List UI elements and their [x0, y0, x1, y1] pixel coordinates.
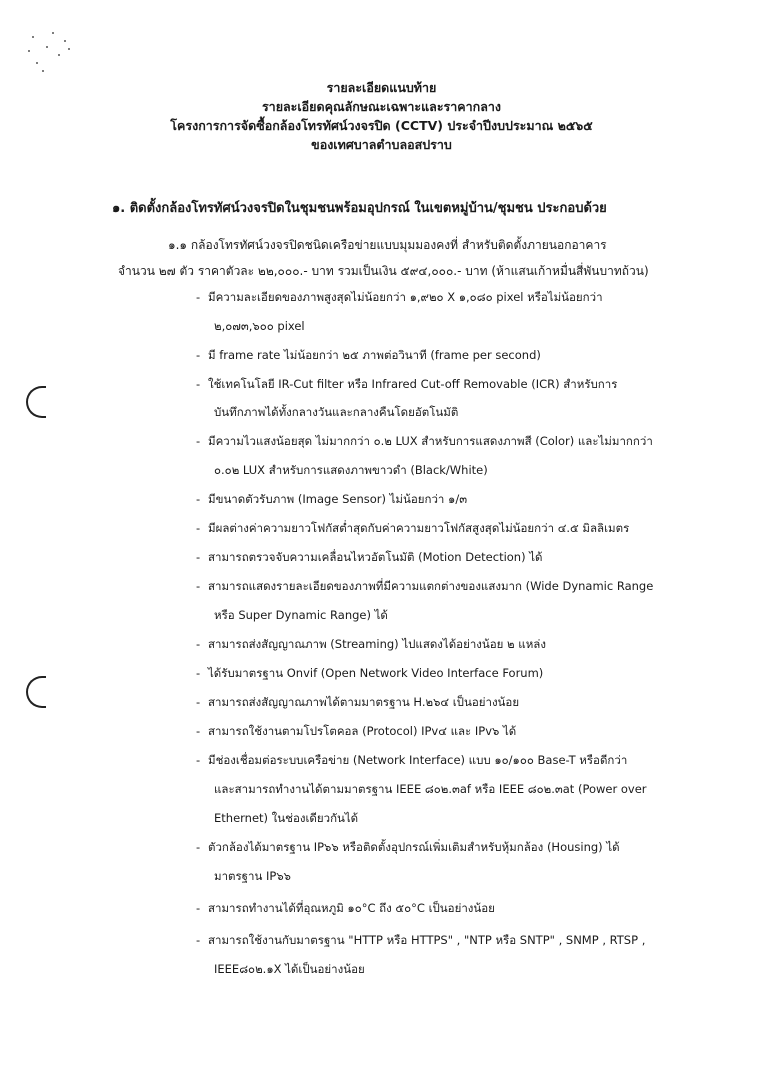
spec-text: สามารถใช้งานตามโปรโตคอล (Protocol) IPv๔ และ IPv๖ ได้: [208, 724, 517, 738]
spec-text: ใช้เทคโนโลยี IR-Cut filter หรือ Infrared Cut-off Removable (ICR) สำหรับการ: [208, 377, 618, 391]
spec-text: มีขนาดตัวรับภาพ (Image Sensor) ไม่น้อยกว่า ๑/๓: [208, 492, 468, 506]
intro-line: ๑.๑ กล้องโทรทัศน์วงจรปิดชนิดเครือข่ายแบบมุมมองคงที่ สำหรับติดตั้งภายนอกอาคาร: [168, 238, 607, 252]
spec-text: สามารถทำงานได้ที่อุณหภูมิ ๑๐°C ถึง ๕๐°C เป็นอย่างน้อย: [208, 901, 495, 915]
spec-text: สามารถส่งสัญญาณภาพได้ตามมาตรฐาน H.๒๖๔ เป็นอย่างน้อย: [208, 695, 520, 709]
spec-item: - สามารถส่งสัญญาณภาพได้ตามมาตรฐาน H.๒๖๔ เป็นอย่างน้อย: [196, 695, 520, 709]
document-header: [0, 78, 763, 154]
punch-hole-mark: [26, 386, 46, 418]
spec-item: - ได้รับมาตรฐาน Onvif (Open Network Video Interface Forum): [196, 666, 544, 680]
spec-text: มีช่องเชื่อมต่อระบบเครือข่าย (Network Interface) แบบ ๑๐/๑๐๐ Base-T หรือดีกว่า: [208, 753, 628, 767]
spec-text: ได้รับมาตรฐาน Onvif (Open Network Video Interface Forum): [208, 666, 544, 680]
spec-continuation: IEEE๘๐๒.๑X ได้เป็นอย่างน้อย: [214, 962, 365, 976]
spec-item: - สามารถตรวจจับความเคลื่อนไหวอัตโนมัติ (Motion Detection) ได้: [196, 550, 543, 564]
spec-item: - มีความไวแสงน้อยสุด ไม่มากกว่า ๐.๒ LUX สำหรับการแสดงภาพสี (Color) และไม่มากกว่า: [196, 434, 653, 448]
intro-line: จำนวน ๒๗ ตัว ราคาตัวละ ๒๒,๐๐๐.- บาท รวมเป็นเงิน ๕๙๔,๐๐๐.- บาท (ห้าแสนเก้าหมื่นสี่พันบาทถ้วน): [118, 264, 649, 278]
spec-item: - สามารถใช้งานกับมาตรฐาน "HTTP หรือ HTTPS" , "NTP หรือ SNTP" , SNMP , RTSP ,: [196, 933, 646, 947]
spec-continuation: และสามารถทำงานได้ตามมาตรฐาน IEEE ๘๐๒.๓af หรือ IEEE ๘๐๒.๓at (Power over: [214, 782, 647, 796]
spec-item: - สามารถส่งสัญญาณภาพ (Streaming) ไปแสดงได้อย่างน้อย ๒ แหล่ง: [196, 637, 546, 651]
spec-item: - สามารถแสดงรายละเอียดของภาพที่มีความแตกต่างของแสงมาก (Wide Dynamic Range: [196, 579, 654, 593]
spec-text: ตัวกล้องได้มาตรฐาน IP๖๖ หรือติดตั้งอุปกรณ์เพิ่มเติมสำหรับหุ้มกล้อง (Housing) ได้: [208, 840, 620, 854]
spec-text: มีความไวแสงน้อยสุด ไม่มากกว่า ๐.๒ LUX สำหรับการแสดงภาพสี (Color) และไม่มากกว่า: [208, 434, 653, 448]
header-line: รายละเอียดคุณลักษณะเฉพาะและราคากลาง: [261, 99, 502, 114]
spec-continuation: ๐.๐๒ LUX สำหรับการแสดงภาพขาวดำ (Black/White): [214, 463, 488, 477]
spec-item: - ใช้เทคโนโลยี IR-Cut filter หรือ Infrared Cut-off Removable (ICR) สำหรับการ: [196, 377, 618, 391]
spec-text: มี frame rate ไม่น้อยกว่า ๒๕ ภาพต่อวินาที (frame per second): [208, 348, 541, 362]
scan-speckles: [22, 30, 82, 80]
header-line: ของเทศบาลตำบลอสปราบ: [311, 137, 452, 152]
spec-item: - มีขนาดตัวรับภาพ (Image Sensor) ไม่น้อยกว่า ๑/๓: [196, 492, 468, 506]
spec-item: - มีผลต่างค่าความยาวโฟกัสต่ำสุดกับค่าความยาวโฟกัสสูงสุดไม่น้อยกว่า ๔.๕ มิลลิเมตร: [196, 521, 630, 535]
spec-item: - มี frame rate ไม่น้อยกว่า ๒๕ ภาพต่อวินาที (frame per second): [196, 348, 541, 362]
spec-text: มีความละเอียดของภาพสูงสุดไม่น้อยกว่า ๑,๙๒๐ X ๑,๐๘๐ pixel หรือไม่น้อยกว่า: [208, 290, 603, 304]
spec-text: สามารถแสดงรายละเอียดของภาพที่มีความแตกต่างของแสงมาก (Wide Dynamic Range: [208, 579, 654, 593]
spec-text: มีผลต่างค่าความยาวโฟกัสต่ำสุดกับค่าความยาวโฟกัสสูงสุดไม่น้อยกว่า ๔.๕ มิลลิเมตร: [208, 521, 630, 535]
spec-item: - สามารถทำงานได้ที่อุณหภูมิ ๑๐°C ถึง ๕๐°C เป็นอย่างน้อย: [196, 901, 495, 915]
spec-continuation: บันทึกภาพได้ทั้งกลางวันและกลางคืนโดยอัตโนมัติ: [214, 405, 459, 419]
header-line: โครงการการจัดซื้อกล้องโทรทัศน์วงจรปิด (CCTV) ประจำปีงบประมาณ ๒๕๖๕: [170, 118, 593, 133]
spec-continuation: Ethernet) ในช่องเดียวกันได้: [214, 811, 359, 825]
header-line: รายละเอียดแนบท้าย: [326, 80, 437, 95]
spec-text: สามารถตรวจจับความเคลื่อนไหวอัตโนมัติ (Motion Detection) ได้: [208, 550, 543, 564]
spec-text: สามารถส่งสัญญาณภาพ (Streaming) ไปแสดงได้อย่างน้อย ๒ แหล่ง: [208, 637, 546, 651]
spec-continuation: ๒,๐๗๓,๖๐๐ pixel: [214, 319, 305, 333]
punch-hole-mark: [26, 676, 46, 708]
spec-item: - ตัวกล้องได้มาตรฐาน IP๖๖ หรือติดตั้งอุปกรณ์เพิ่มเติมสำหรับหุ้มกล้อง (Housing) ได้: [196, 840, 620, 854]
spec-continuation: หรือ Super Dynamic Range) ได้: [214, 608, 388, 622]
spec-item: - สามารถใช้งานตามโปรโตคอล (Protocol) IPv๔ และ IPv๖ ได้: [196, 724, 517, 738]
spec-text: สามารถใช้งานกับมาตรฐาน "HTTP หรือ HTTPS" , "NTP หรือ SNTP" , SNMP , RTSP ,: [208, 933, 646, 947]
spec-item: - มีความละเอียดของภาพสูงสุดไม่น้อยกว่า ๑,๙๒๐ X ๑,๐๘๐ pixel หรือไม่น้อยกว่า: [196, 290, 603, 304]
spec-item: - มีช่องเชื่อมต่อระบบเครือข่าย (Network Interface) แบบ ๑๐/๑๐๐ Base-T หรือดีกว่า: [196, 753, 628, 767]
spec-continuation: มาตรฐาน IP๖๖: [214, 869, 291, 883]
section-title: ๑. ติดตั้งกล้องโทรทัศน์วงจรปิดในชุมชนพร้อมอุปกรณ์ ในเขตหมู่บ้าน/ชุมชน ประกอบด้วย: [112, 201, 607, 216]
